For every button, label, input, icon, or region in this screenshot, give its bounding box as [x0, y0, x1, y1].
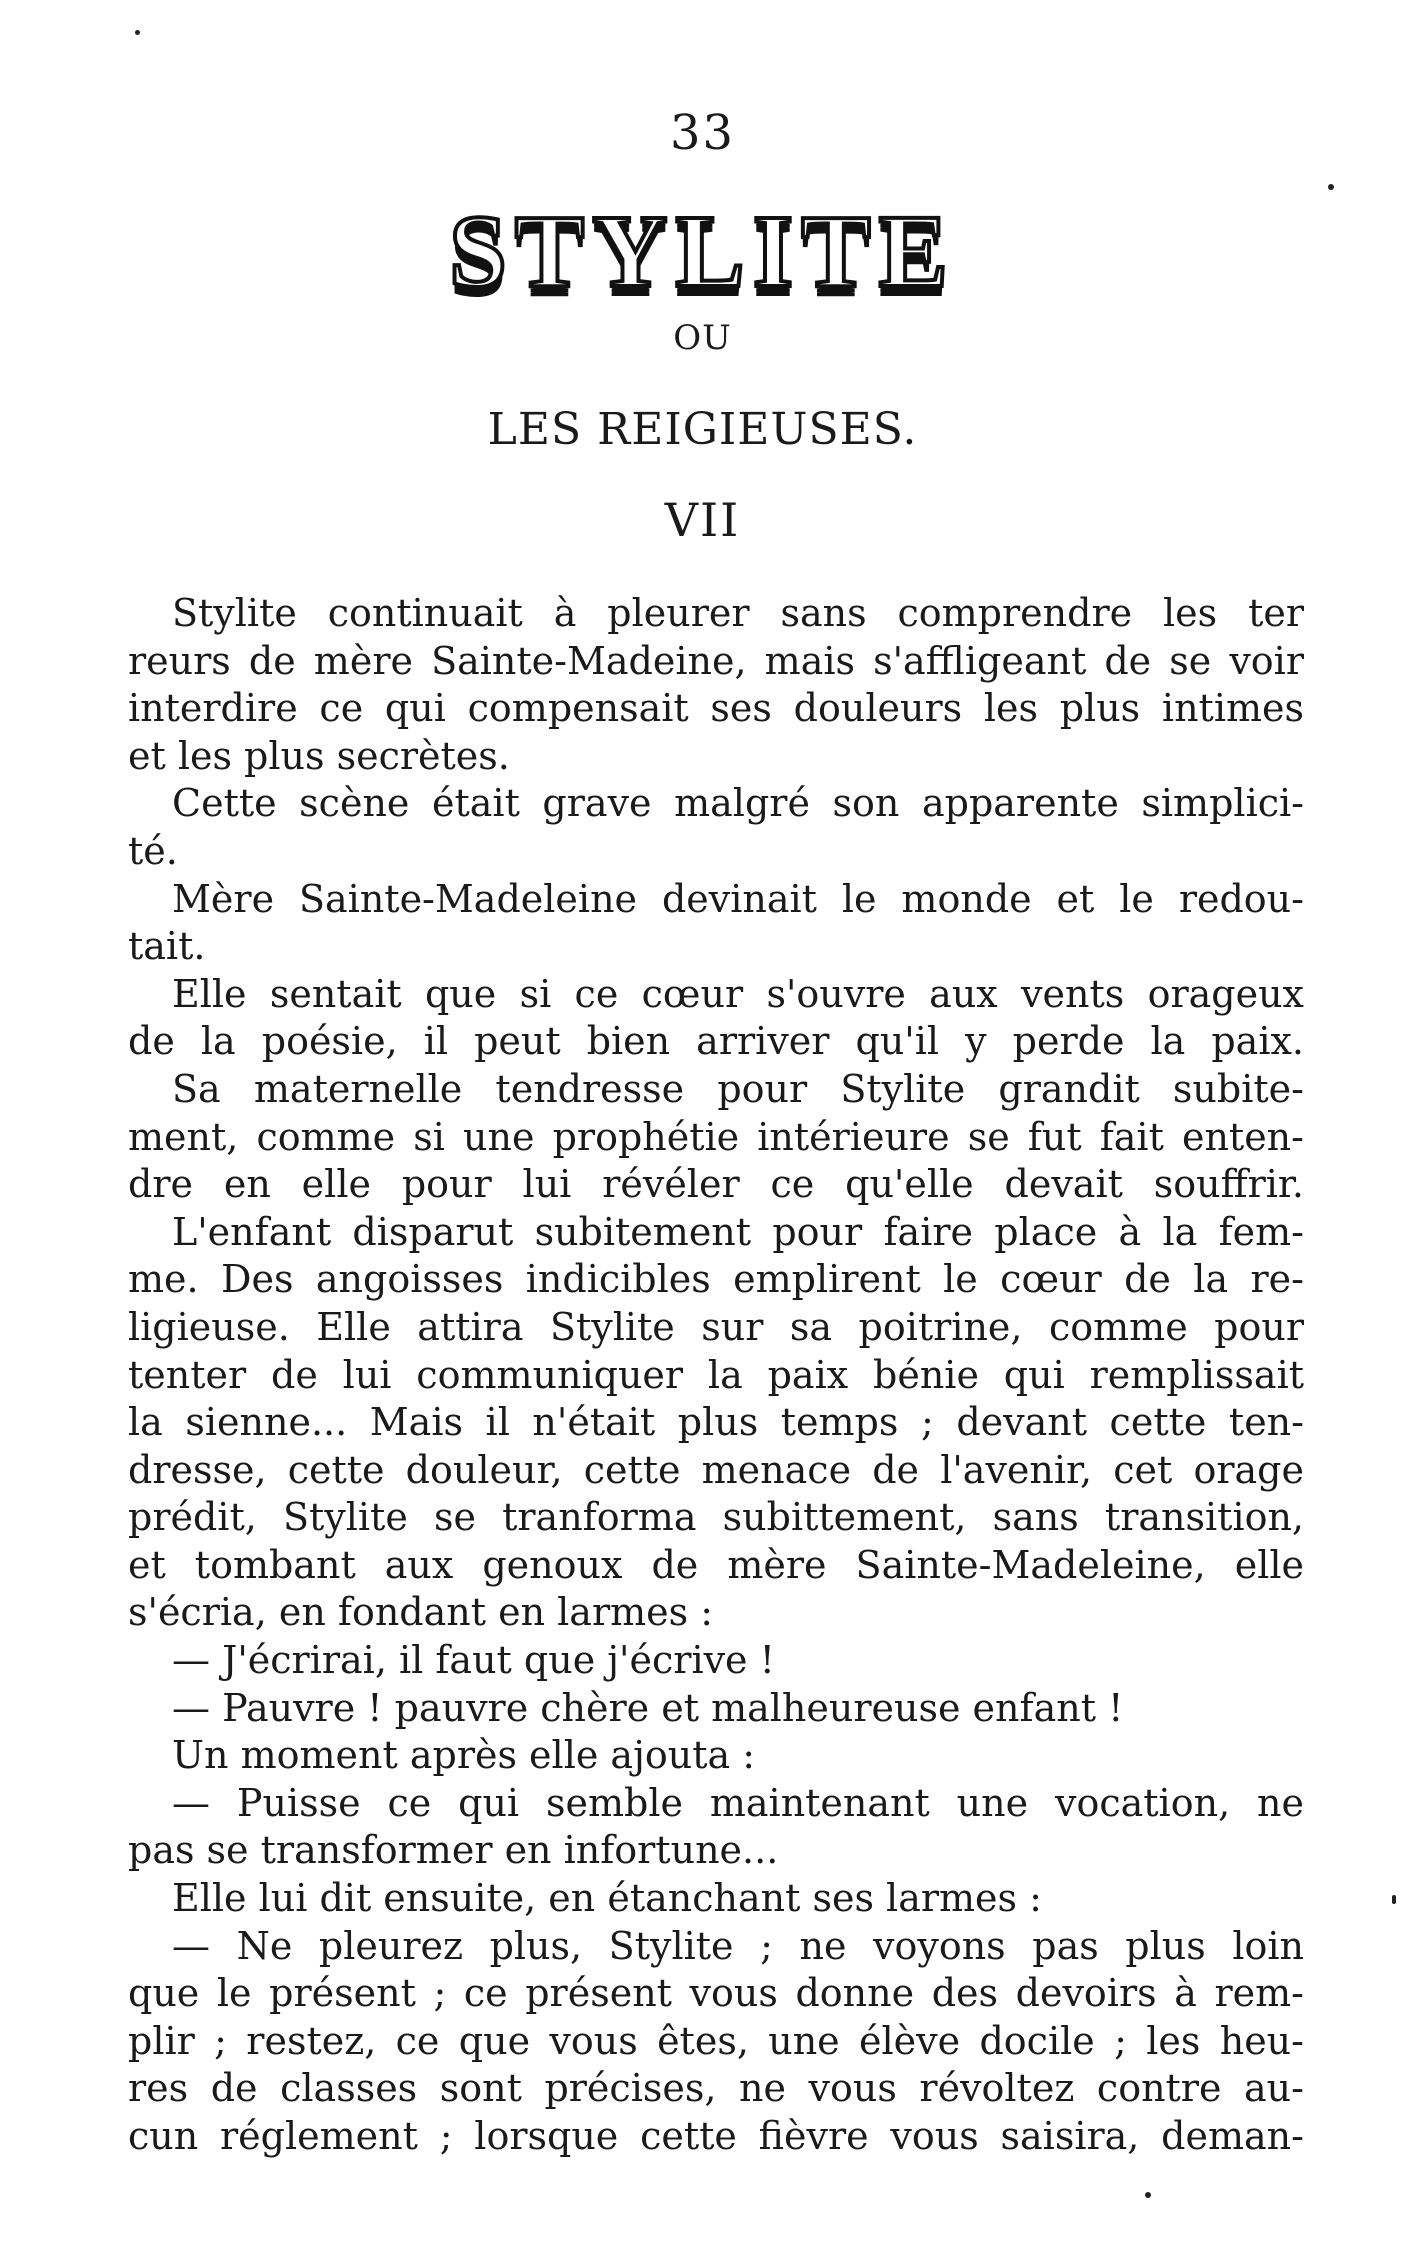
text-line: Mère Sainte-Madeleine devinait le monde et le redou- [172, 876, 1304, 921]
text-line: Stylite continuait à pleurer sans comprendre les ter [172, 591, 1304, 635]
text-line: s'écria, en fondant en larmes : [128, 1590, 714, 1635]
text-line: cun réglement ; lorsque cette fièvre vous saisira, deman- [128, 2114, 1304, 2158]
subtitle: LES REIGIEUSES. [487, 404, 918, 455]
text-line: res de classes sont précises, ne vous révoltez contre au- [128, 2066, 1304, 2111]
print-speck [135, 30, 140, 35]
text-line: me. Des angoisses indicibles emplirent le cœur de la re- [128, 1257, 1304, 1302]
text-line: té. [128, 828, 178, 873]
page-number: 33 [669, 105, 736, 161]
text-line: Sa maternelle tendresse pour Stylite grandit subite- [172, 1066, 1304, 1111]
text-line: Elle sentait que si ce cœur s'ouvre aux vents orageux [172, 971, 1304, 1016]
text-line: la sienne... Mais il n'était plus temps ; devant cette ten- [128, 1400, 1304, 1445]
text-line: — Puisse ce qui semble maintenant une vocation, ne [172, 1780, 1304, 1825]
body-text [128, 590, 1304, 2161]
subtitle-connector: OU [673, 318, 732, 358]
text-line: — J'écrirai, il faut que j'écrive ! [172, 1638, 775, 1683]
chapter-number: VII [664, 493, 741, 547]
text-line: prédit, Stylite se tranforma subittement, sans transition, [128, 1495, 1304, 1540]
text-line: Un moment après elle ajouta : [172, 1733, 756, 1778]
text-line: ligieuse. Elle attira Stylite sur sa poitrine, comme pour [128, 1304, 1304, 1349]
text-line: ment, comme si une prophétie intérieure se fut fait enten- [128, 1114, 1304, 1159]
text-line: de la poésie, il peut bien arriver qu'il y perde la paix. [128, 1019, 1304, 1064]
text-line: L'enfant disparut subitement pour faire place à la fem- [172, 1209, 1304, 1254]
text-line: pas se transformer en infortune... [128, 1828, 779, 1873]
text-line: interdire ce qui compensait ses douleurs les plus intimes [128, 686, 1304, 731]
print-speck [1392, 1895, 1396, 1904]
text-line: plir ; restez, ce que vous êtes, une élève docile ; les heu- [128, 2018, 1304, 2063]
chapter-title: STYLITE [449, 194, 956, 309]
print-speck [1145, 2192, 1151, 2198]
print-speck [1328, 184, 1334, 190]
text-line: tait. [128, 924, 206, 969]
text-line: que le présent ; ce présent vous donne des devoirs à rem- [128, 1971, 1304, 2016]
text-line: et les plus secrètes. [128, 733, 510, 778]
text-line: dre en elle pour lui révéler ce qu'elle devait souffrir. [128, 1162, 1304, 1207]
text-line: — Ne pleurez plus, Stylite ; ne voyons pas plus loin [172, 1923, 1304, 1968]
text-line: dresse, cette douleur, cette menace de l'avenir, cet orage [128, 1447, 1304, 1492]
text-line: et tombant aux genoux de mère Sainte-Madeleine, elle [128, 1542, 1304, 1587]
text-line: Elle lui dit ensuite, en étanchant ses larmes : [172, 1876, 1042, 1921]
text-line: reurs de mère Sainte-Madeine, mais s'affligeant de se voir [128, 638, 1304, 683]
text-line: — Pauvre ! pauvre chère et malheureuse enfant ! [172, 1685, 1124, 1730]
text-line: tenter de lui communiquer la paix bénie qui remplissait [128, 1352, 1304, 1397]
text-line: Cette scène était grave malgré son apparente simplici- [172, 781, 1304, 826]
